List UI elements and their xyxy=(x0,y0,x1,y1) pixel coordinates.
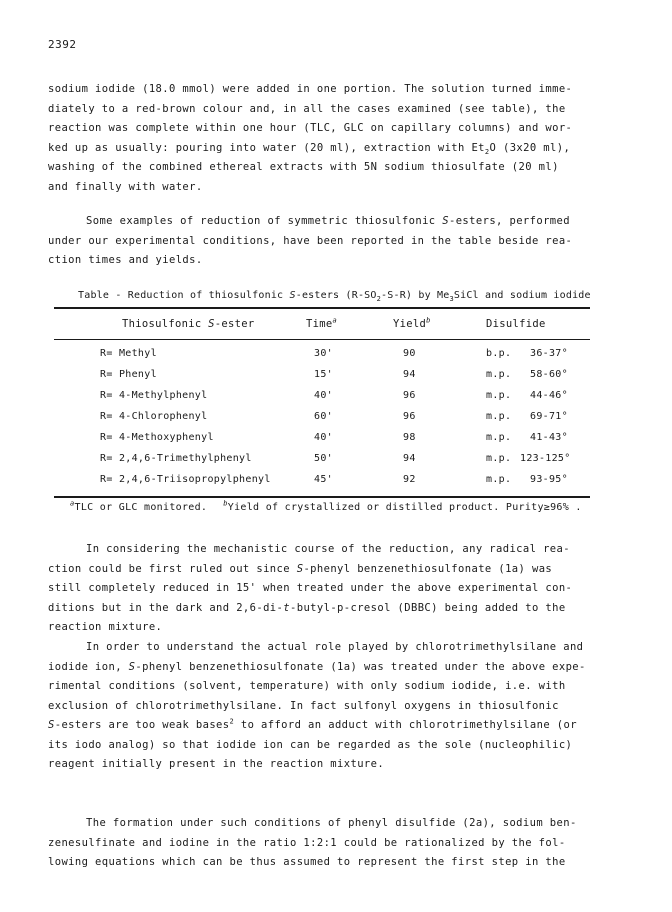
cell-mp-range: 41-43° xyxy=(530,432,568,443)
text-line: Some examples of reduction of symmetric thiosulfonic S-esters, performed xyxy=(86,215,570,227)
cell-ester: R= 4-Methylphenyl xyxy=(100,390,208,401)
table-row xyxy=(0,390,672,412)
table-row xyxy=(0,453,672,475)
cell-time: 15' xyxy=(314,369,333,380)
text-line: still completely reduced in 15' when treated under the above experimental con- xyxy=(48,582,573,594)
cell-mp-type: m.p. xyxy=(486,453,512,464)
text-line: In considering the mechanistic course of the reduction, any radical rea- xyxy=(86,543,570,555)
cell-mp-type: b.p. xyxy=(486,348,512,359)
cell-mp-range: 93-95° xyxy=(530,474,568,485)
text-line: The formation under such conditions of phenyl disulfide (2a), sodium ben- xyxy=(86,817,577,829)
text-line: washing of the combined ethereal extracts with 5N sodium thiosulfate (20 ml) xyxy=(48,161,559,173)
cell-yield: 98 xyxy=(403,432,416,443)
text-line: reaction mixture. xyxy=(48,621,163,633)
cell-time: 40' xyxy=(314,432,333,443)
table-caption: Table - Reduction of thiosulfonic S-esters $(R-SO_2-S-R)$ by $Me_3SiCl$ and sodium iodide xyxy=(78,290,591,303)
cell-time: 30' xyxy=(314,348,333,359)
cell-yield: 96 xyxy=(403,390,416,401)
cell-mp-range: 44-46° xyxy=(530,390,568,401)
table-row xyxy=(0,369,672,391)
text-line: zenesulfinate and iodine in the ratio 1:2:1 could be rationalized by the fol- xyxy=(48,836,566,849)
cell-mp-type: m.p. xyxy=(486,390,512,401)
cell-ester: R= 4-Chlorophenyl xyxy=(100,411,208,422)
footnote-mark: a xyxy=(70,499,75,508)
cell-ester: R= 2,4,6-Trimethylphenyl xyxy=(100,453,252,464)
text-line: and finally with water. xyxy=(48,180,203,193)
cell-mp-range: 58-60° xyxy=(530,369,568,380)
cell-yield: 94 xyxy=(403,453,416,464)
text-line: ction could be first ruled out since S-phenyl benzenethiosulfonate (1a) was xyxy=(48,562,553,575)
cell-yield: 90 xyxy=(403,348,416,359)
text-line: iodide ion, S-phenyl benzenethiosulfonate (1a) was treated under the above expe- xyxy=(48,660,586,673)
table-row xyxy=(0,348,672,370)
text-line: ction times and yields. xyxy=(48,254,203,266)
column-header-yield: Yield$^b$ xyxy=(393,316,431,330)
cell-yield: 94 xyxy=(403,369,416,380)
cell-ester: R= Phenyl xyxy=(100,369,157,380)
cell-time: 50' xyxy=(314,453,333,464)
text-line: rimental conditions (solvent, temperature) with only sodium iodide, i.e. with xyxy=(48,680,566,692)
text-line: ditions but in the dark and 2,6-di-t-butyl-p-cresol (DBBC) being added to the xyxy=(48,601,566,614)
cell-mp-range: 36-37° xyxy=(530,348,568,359)
text-line: under our experimental conditions, have been reported in the table beside rea- xyxy=(48,234,573,247)
text-line: exclusion of chlorotrimethylsilane. In fact sulfonyl oxygens in thiosulfonic xyxy=(48,699,559,712)
column-header-disulfide: Disulfide xyxy=(486,318,546,330)
column-header-ester: Thiosulfonic S-ester xyxy=(122,318,255,330)
text-line: diately to a red-brown colour and, in all the cases examined (see table), the xyxy=(48,102,566,115)
reference-mark: 2 xyxy=(229,717,235,726)
text-line: S-esters are too weak bases$^2$ to afford an adduct with chlorotrimethylsilane (or xyxy=(48,717,577,731)
text-line: its iodo analog) so that iodide ion can be regarded as the sole (nucleophilic) xyxy=(48,738,573,751)
table-header-rule xyxy=(54,339,590,340)
cell-ester: R= Methyl xyxy=(100,348,157,359)
footnote-mark: b xyxy=(223,499,228,508)
footnote-a: TLC or GLC monitored. xyxy=(74,502,208,513)
text-line: sodium iodide (18.0 mmol) were added in one portion. The solution turned imme- xyxy=(48,83,573,95)
paragraph-experimental xyxy=(48,80,608,197)
paragraph-mechanism xyxy=(48,540,608,638)
cell-yield: 96 xyxy=(403,411,416,422)
table-row xyxy=(0,432,672,454)
table-row xyxy=(0,474,672,496)
cell-time: 60' xyxy=(314,411,333,422)
footnote-b: Yield of crystallized or distilled product. Purity≥96% . xyxy=(227,502,582,513)
column-header-time: Time$^a$ xyxy=(306,316,338,330)
cell-mp-range: 69-71° xyxy=(530,411,568,422)
text-line: reaction was complete within one hour (TLC, GLC on capillary columns) and wor- xyxy=(48,122,573,134)
text-line: reagent initially present in the reaction mixture. xyxy=(48,758,385,770)
paragraph-iodide-role xyxy=(48,638,608,775)
table-top-rule xyxy=(54,307,590,309)
paragraph-examples xyxy=(48,212,608,271)
text-line: lowing equations which can be thus assumed to represent the first step in the xyxy=(48,856,566,868)
cell-time: 40' xyxy=(314,390,333,401)
cell-ester: R= 4-Methoxyphenyl xyxy=(100,432,214,443)
cell-mp-type: m.p. xyxy=(486,432,512,443)
text-line: ked up as usually: pouring into water (20 ml), extraction with $Et_2O$ (3x20 ml), xyxy=(48,141,571,156)
text-line: In order to understand the actual role played by chlorotrimethylsilane and xyxy=(86,641,584,653)
page-number: 2392 xyxy=(48,38,77,51)
cell-mp-type: m.p. xyxy=(486,369,512,380)
subscript: 2 xyxy=(484,147,490,156)
cell-yield: 92 xyxy=(403,474,416,485)
cell-time: 45' xyxy=(314,474,333,485)
cell-ester: R= 2,4,6-Triisopropylphenyl xyxy=(100,474,271,485)
table-footnotes xyxy=(70,499,582,513)
cell-mp-type: m.p. xyxy=(486,474,512,485)
cell-mp-range: 123-125° xyxy=(520,453,571,464)
table-bottom-rule xyxy=(54,496,590,498)
table-row xyxy=(0,411,672,433)
cell-mp-type: m.p. xyxy=(486,411,512,422)
paragraph-formation xyxy=(48,814,608,873)
